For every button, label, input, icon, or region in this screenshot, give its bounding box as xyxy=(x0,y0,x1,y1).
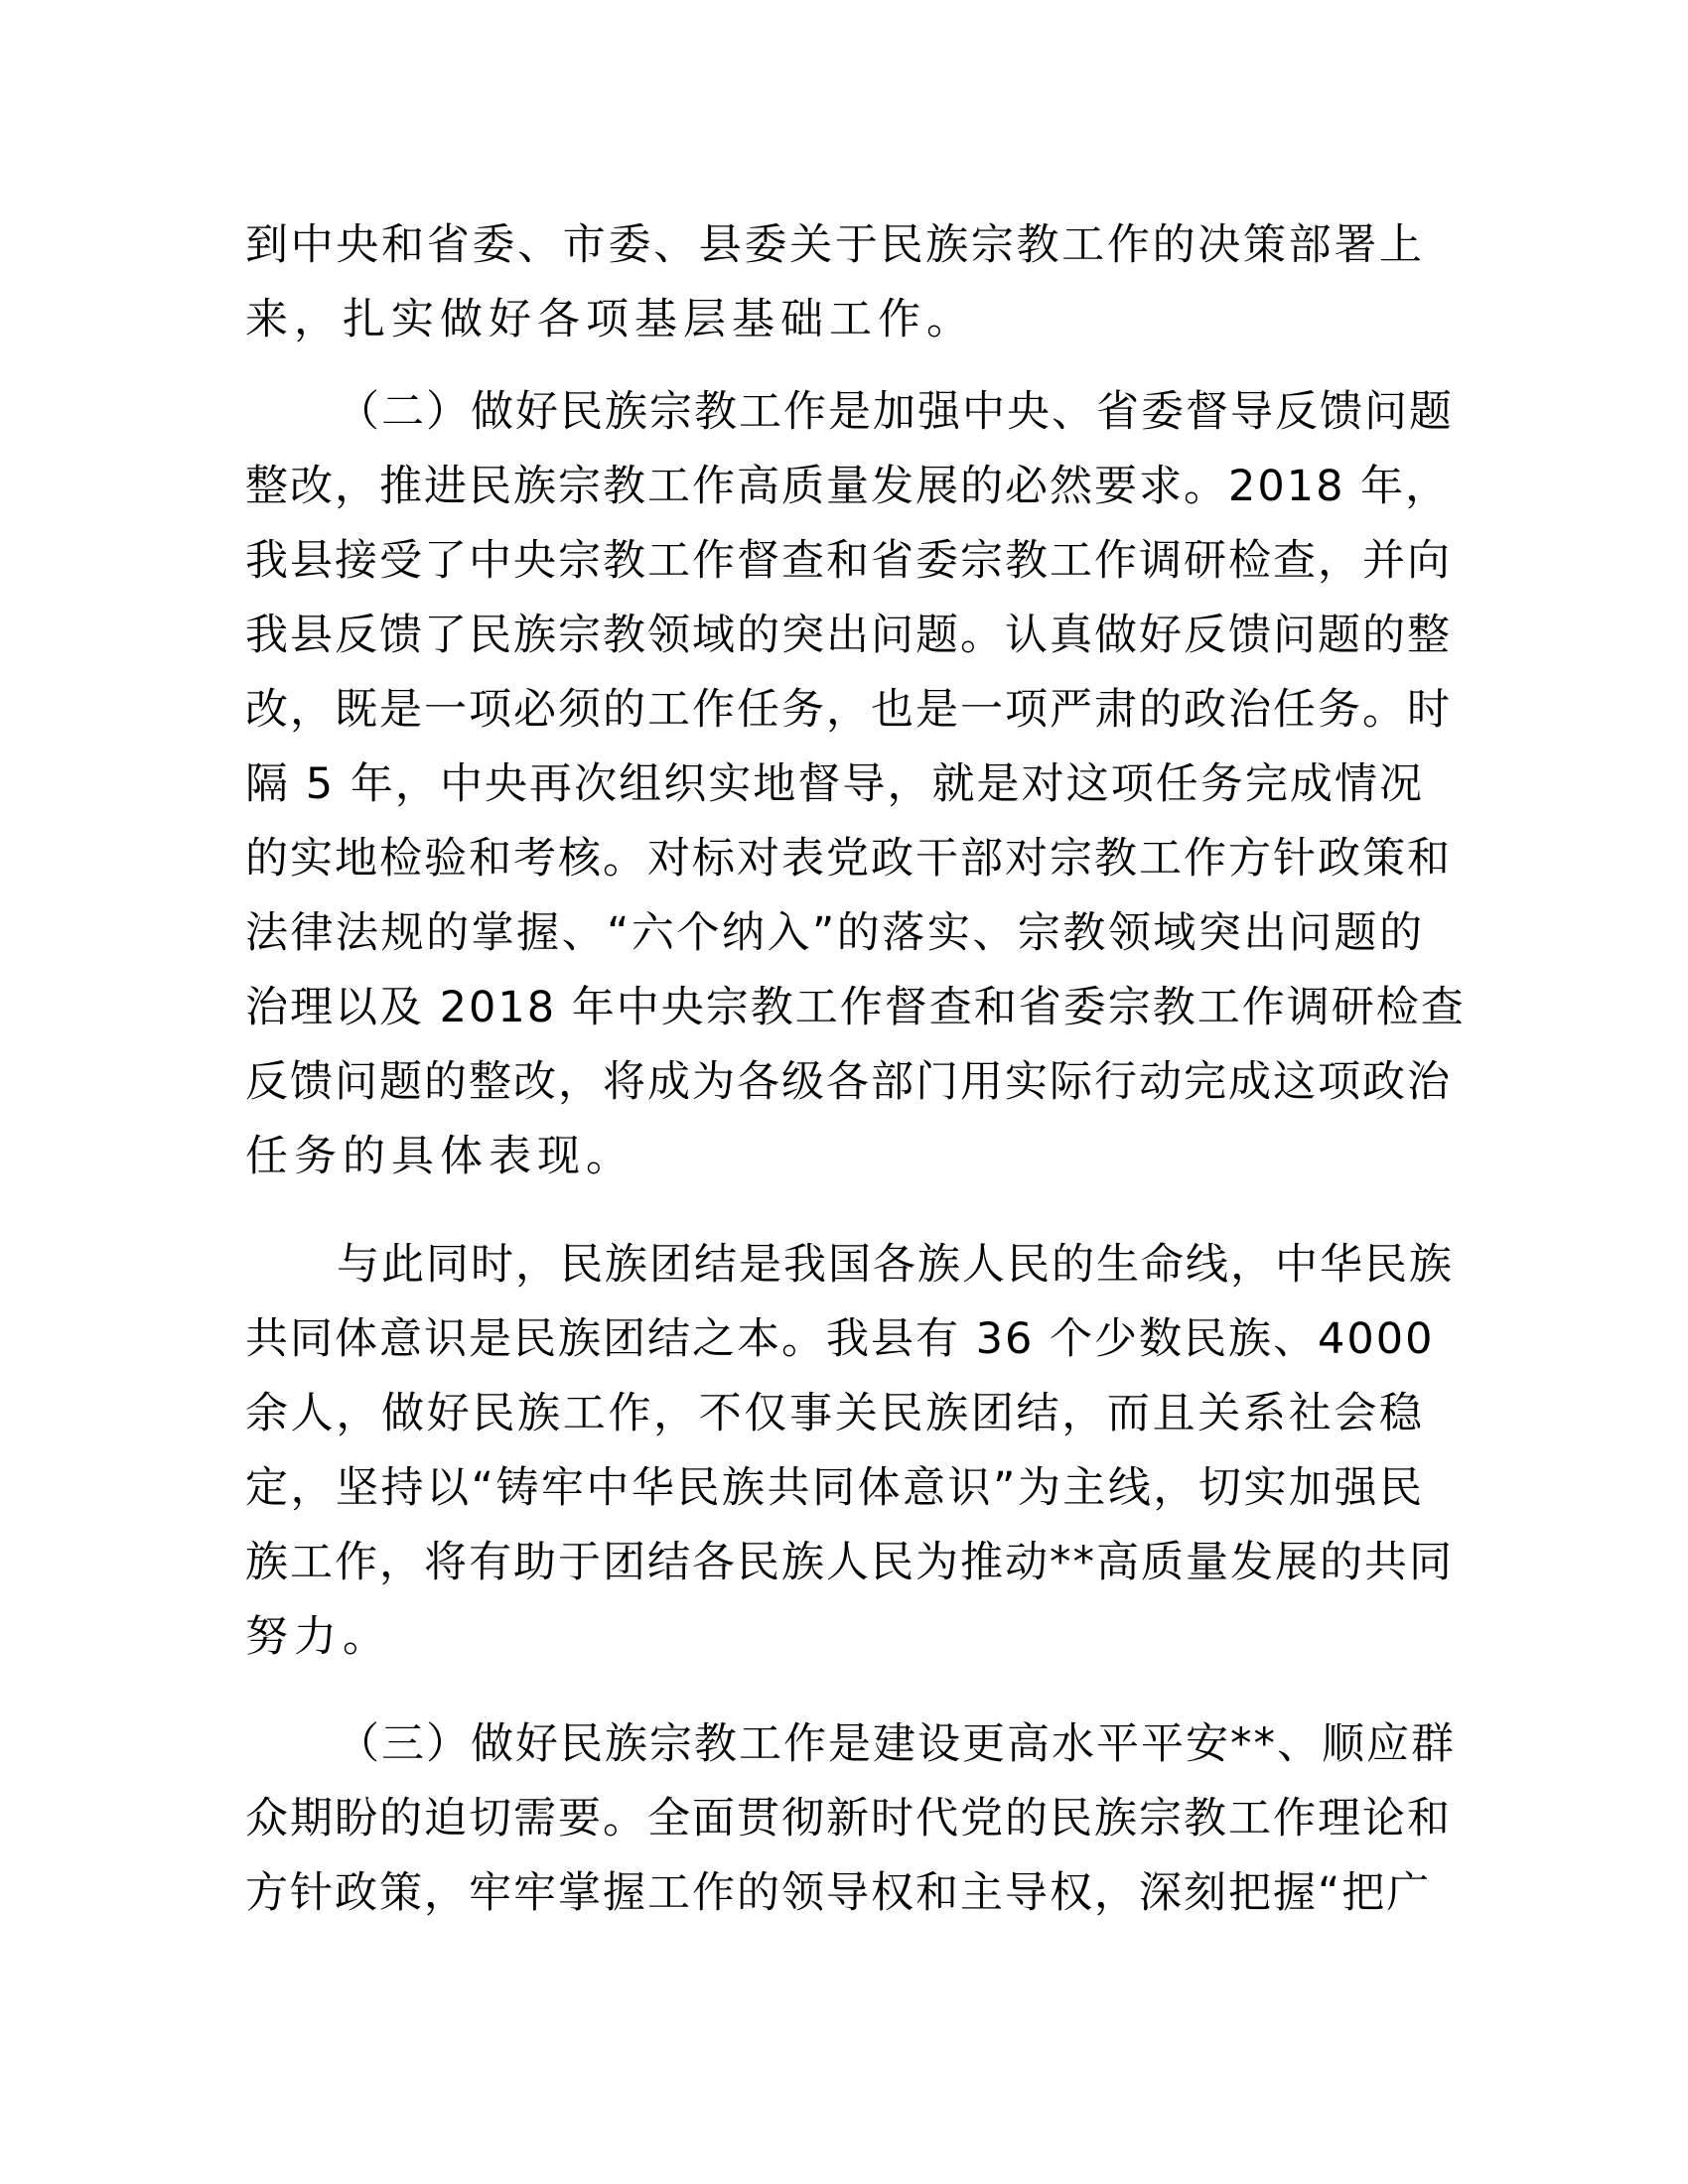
text-line: 反馈问题的整改，将成为各级各部门用实际行动完成这项政治 xyxy=(245,1057,1452,1107)
text-line: 治理以及 2018 年中央宗教工作督查和省委宗教工作调研检查 xyxy=(245,983,1466,1032)
text-line: 共同体意识是民族团结之本。我县有 36 个少数民族、4000 xyxy=(245,1314,1435,1364)
paragraph xyxy=(245,208,1424,357)
text-line: 族工作，将有助于团结各民族人民为推动**高质量发展的共同 xyxy=(245,1538,1454,1587)
text-line: 与此同时，民族团结是我国各族人民的生命线，中华民族 xyxy=(337,1240,1454,1290)
paragraph xyxy=(245,1707,1456,1931)
text-line: 众期盼的迫切需要。全面贯彻新时代党的民族宗教工作理论和 xyxy=(245,1794,1452,1843)
text-line: 法律法规的掌握、“六个纳入”的落实、宗教领域突出问题的 xyxy=(245,908,1424,958)
text-line: 改，既是一项必须的工作任务，也是一项严肃的政治任务。时 xyxy=(245,685,1452,735)
text-line: 到中央和省委、市委、县委关于民族宗教工作的决策部署上 xyxy=(245,220,1424,270)
text-line: 努力。 xyxy=(245,1612,391,1662)
text-line: 方针政策，牢牢掌握工作的领导权和主导权，深刻把握“把广 xyxy=(245,1868,1432,1918)
text-line: （二）做好民族宗教工作是加强中央、省委督导反馈问题 xyxy=(337,387,1454,437)
paragraph xyxy=(245,1228,1454,1675)
text-line: 我县反馈了民族宗教领域的突出问题。认真做好反馈问题的整 xyxy=(245,611,1452,660)
paragraph xyxy=(245,375,1466,1194)
text-line: 任务的具体表现。 xyxy=(245,1132,634,1181)
text-line: 我县接受了中央宗教工作督查和省委宗教工作调研检查，并向 xyxy=(245,536,1452,586)
text-line: 定，坚持以“铸牢中华民族共同体意识”为主线，切实加强民 xyxy=(245,1463,1424,1513)
text-line: （三）做好民族宗教工作是建设更高水平平安**、顺应群 xyxy=(337,1719,1456,1769)
text-line: 整改，推进民族宗教工作高质量发展的必然要求。2018 年， xyxy=(245,462,1451,511)
text-line: 余人，做好民族工作，不仅事关民族团结，而且关系社会稳 xyxy=(245,1389,1424,1438)
text-line: 的实地检验和考核。对标对表党政干部对宗教工作方针政策和 xyxy=(245,834,1452,884)
text-line: 隔 5 年，中央再次组织实地督导，就是对这项任务完成情况 xyxy=(245,759,1424,809)
text-line: 来，扎实做好各项基层基础工作。 xyxy=(245,295,975,344)
